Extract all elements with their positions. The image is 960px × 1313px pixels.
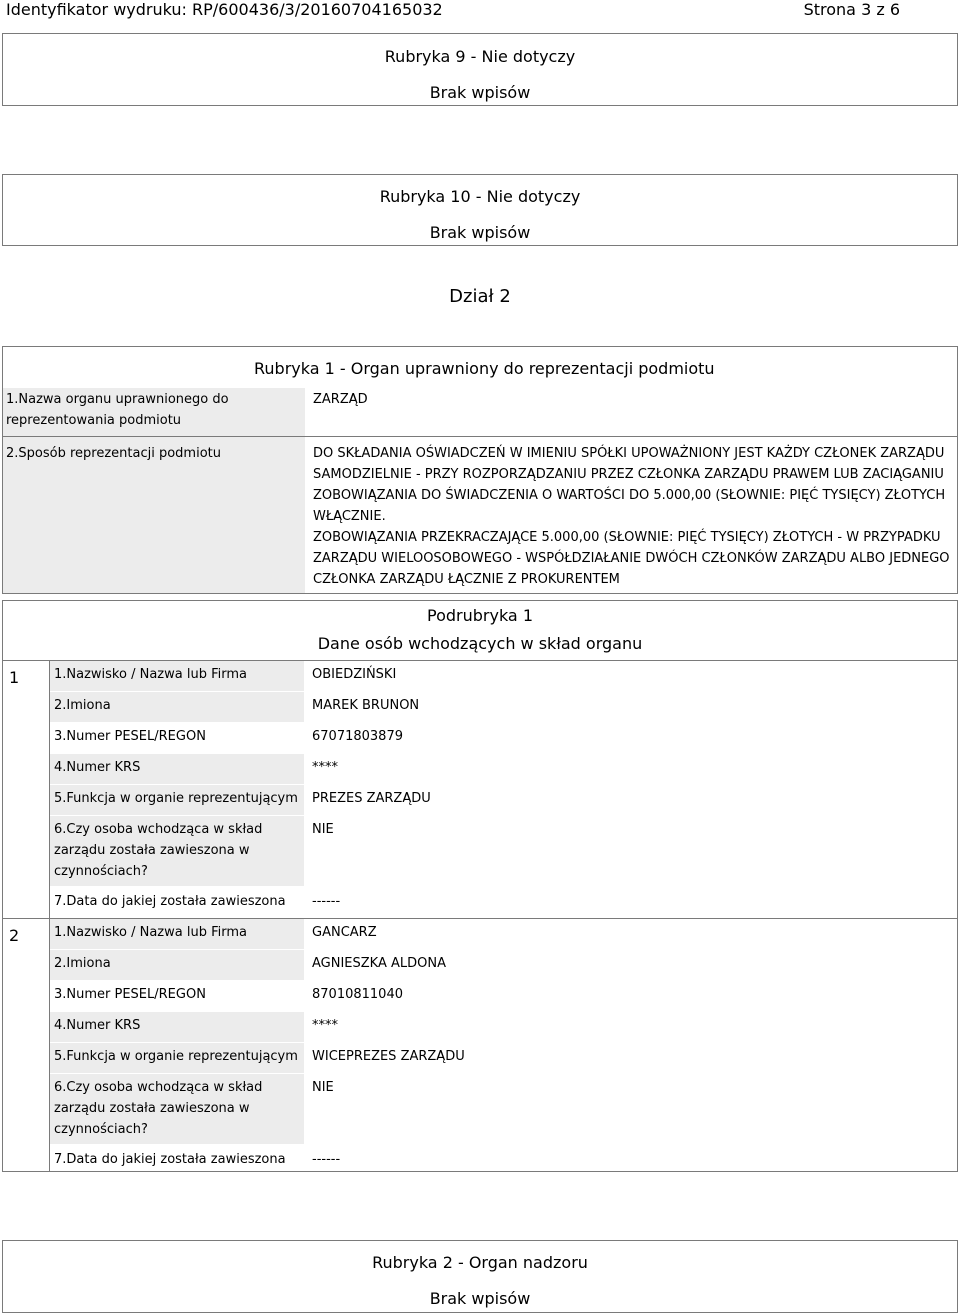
print-identifier: Identyfikator wydruku: RP/600436/3/20160704165032 <box>6 0 443 19</box>
rubryka-9-box <box>2 33 958 106</box>
rubryka-9-empty: Brak wpisów <box>429 83 531 102</box>
function-value: WICEPREZES ZARZĄDU <box>312 1049 465 1064</box>
first-names-value: MAREK BRUNON <box>312 698 420 713</box>
pesel-value: 67071803879 <box>312 729 403 744</box>
first-names-label: 2.Imiona <box>54 956 111 971</box>
pesel-label: 3.Numer PESEL/REGON <box>54 729 206 744</box>
rubryka-1-title: Rubryka 1 - Organ uprawniony do reprezentacji podmiotu <box>254 359 715 378</box>
rubryka-2-empty: Brak wpisów <box>429 1289 531 1308</box>
rubryka-2-title: Rubryka 2 - Organ nadzoru <box>372 1253 588 1272</box>
krs-value: **** <box>312 1018 338 1033</box>
function-value: PREZES ZARZĄDU <box>312 791 431 806</box>
representation-line: WŁĄCZNIE. <box>313 509 386 524</box>
organ-name-value: ZARZĄD <box>313 392 368 407</box>
representation-line: SAMODZIELNIE - PRZY ROZPORZĄDZANIU PRZEZ CZŁONKA ZARZĄDU PRAWEM LUB ZACIĄGANIU <box>313 467 944 482</box>
person-number: 2 <box>9 926 20 945</box>
representation-text <box>313 443 950 590</box>
section-title: Dział 2 <box>449 286 511 307</box>
representation-line: ZOBOWIĄZANIA PRZEKRACZAJĄCE 5.000,00 (SŁOWNIE: PIĘĆ TYSIĘCY) ZŁOTYCH - W PRZYPADKU <box>313 530 941 545</box>
representation-label: 2.Sposób reprezentacji podmiotu <box>6 446 221 461</box>
function-label: 5.Funkcja w organie reprezentującym <box>54 1049 298 1064</box>
krs-value: **** <box>312 760 338 775</box>
pesel-value: 87010811040 <box>312 987 403 1002</box>
organ-name-label: 1.Nazwa organu uprawnionego do reprezentowania podmiotu <box>6 392 229 428</box>
krs-label: 4.Numer KRS <box>54 760 141 775</box>
first-names-value: AGNIESZKA ALDONA <box>312 956 446 971</box>
suspended-label: 6.Czy osoba wchodząca w skład zarządu została zawieszona w czynnościach? <box>54 822 263 879</box>
rubryka-10-box <box>2 174 958 246</box>
rubryka-10-empty: Brak wpisów <box>429 223 531 242</box>
function-label: 5.Funkcja w organie reprezentującym <box>54 791 298 806</box>
row-divider <box>3 436 958 437</box>
representation-line: CZŁONKA ZARZĄDU ŁĄCZNIE Z PROKURENTEM <box>313 572 620 587</box>
suspended-value: NIE <box>312 822 334 837</box>
page-number: Strona 3 z 6 <box>803 0 900 19</box>
representation-line: DO SKŁADANIA OŚWIADCZEŃ W IMIENIU SPÓŁKI UPOWAŻNIONY JEST KAŻDY CZŁONEK ZARZĄDU <box>313 446 945 461</box>
suspension-date-value: ------ <box>312 894 341 909</box>
suspended-label: 6.Czy osoba wchodząca w skład zarządu została zawieszona w czynnościach? <box>54 1080 263 1137</box>
representation-line: ZARZĄDU WIELOOSOBOWEGO - WSPÓŁDZIAŁANIE DWÓCH CZŁONKÓW ZARZĄDU ALBO JEDNEGO <box>313 551 950 566</box>
suspension-date-label: 7.Data do jakiej została zawieszona <box>54 1152 286 1167</box>
surname-label: 1.Nazwisko / Nazwa lub Firma <box>54 925 247 940</box>
podrubryka-title: Podrubryka 1 <box>427 606 533 625</box>
suspended-value: NIE <box>312 1080 334 1095</box>
first-names-label: 2.Imiona <box>54 698 111 713</box>
suspension-date-label: 7.Data do jakiej została zawieszona <box>54 894 286 909</box>
surname-label: 1.Nazwisko / Nazwa lub Firma <box>54 667 247 682</box>
krs-label: 4.Numer KRS <box>54 1018 141 1033</box>
rubryka-9-title: Rubryka 9 - Nie dotyczy <box>384 47 576 66</box>
representation-line: ZOBOWIĄZANIA DO ŚWIADCZENIA O WARTOŚCI DO 5.000,00 (SŁOWNIE: PIĘĆ TYSIĘCY) ZŁOTYCH <box>313 488 946 503</box>
pesel-label: 3.Numer PESEL/REGON <box>54 987 206 1002</box>
rubryka-10-title: Rubryka 10 - Nie dotyczy <box>379 187 581 206</box>
rubryka-2-box <box>2 1240 958 1313</box>
surname-value: GANCARZ <box>312 925 377 940</box>
suspension-date-value: ------ <box>312 1152 341 1167</box>
surname-value: OBIEDZIŃSKI <box>312 667 397 682</box>
podrubryka-subtitle: Dane osób wchodzących w skład organu <box>317 634 643 653</box>
person-number: 1 <box>9 668 20 687</box>
